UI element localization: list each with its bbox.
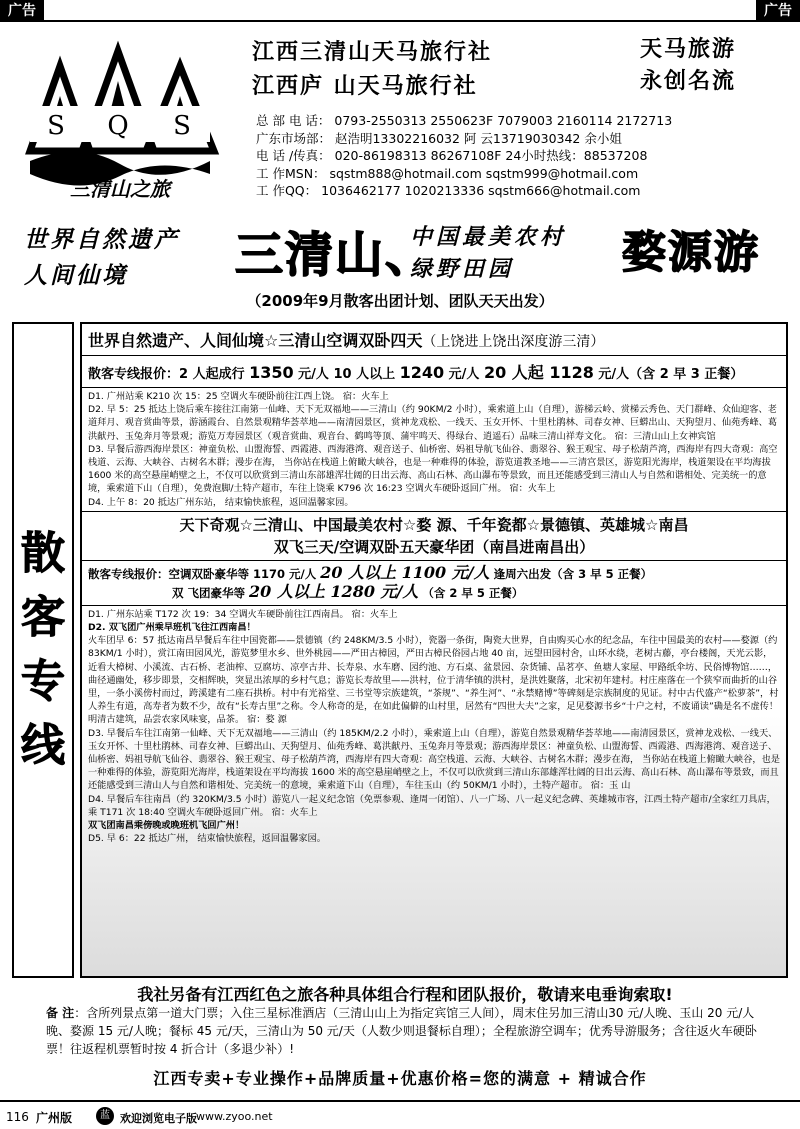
price-prefix: 散客专线报价： xyxy=(88,367,180,382)
price-text: 元/人（含 2 早 3 正餐） xyxy=(593,367,744,382)
banner-right: 婺源游 xyxy=(622,227,760,278)
banner-mid-line-2: 绿野田园 xyxy=(410,257,515,282)
itinerary-day: 火车团早 6：57 抵达南昌早餐后车往中国瓷都——景德镇（约 248KM/3.5 小时），瓷器一条街，陶瓷大世界，自由购买心水的纪念品，车往中国最美的农村——婺源（约 83KM/1 小时），赏江南田园风光，游览梦里水乡、世外桃园——严田古樟园，严田古樟民俗园占地 40 亩，远望田园村舍，山环水绕，老树古藤，亭台楼阁，天光云影，近看大樟树、小溪流、古石桥、老油榨、豆腐坊、凉亭古井、长寿泉、水车磨、园约池、方石桌、盆景园、杂货铺、品茗亭、鱼塘人家屋、甲路纸伞坊、民俗博物馆……，曲径通幽处，移步即景，交相辉映，突显出浓厚的乡村气息；游览长寿故里——洪村，位于清华镇的洪村，是洪姓聚落，北宋初年建村。村庄座落在一个狭窄而曲折的山谷里，一条小溪傍村而过，跨溪建有二座石拱桥。村中有光裕堂、三书堂等宗族建筑，“茶规”、“养生河”、“永禁赌博”等碑刻是宗族制度的见证。村中古代盛产“松萝茶”，村人养生有道，高寿者为数不少，故有“长寿古里”之称。令人称奇的是，在如此偏僻的山村里，居然有“四世大夫”之家，足见婺源书乡“十户之村，不废诵读”确是名不虚传！明清古建筑，品尝农家风味宴，品茶。 宿：婺 源 xyxy=(88,635,779,726)
remark-label: 备 注 xyxy=(46,1006,75,1020)
itinerary-day: 双飞团南昌乘傍晚或晚班机飞回广州！ xyxy=(88,820,245,832)
edition-badge: 蓝 xyxy=(96,1107,114,1125)
page-footer xyxy=(0,1100,800,1129)
banner-left xyxy=(24,222,180,294)
itinerary-day: D4. 早餐后车往南昌（约 320KM/3.5 小时）游览八一起义纪念馆（免票参观、逢周一闭馆）、八一广场、八一起义纪念碑、英雄城市容，江西土特产超市/全家红刀具店，乘 T171 次 18:40 空调火车硬卧返回广州。 宿：火车上 xyxy=(88,793,776,818)
price-number: 1350 xyxy=(249,363,294,382)
itinerary-day: D1. 广州站乘 K210 次 15：25 空调火车硬卧前往江西上饶。 宿：火车上 xyxy=(88,391,389,402)
side-char: 客 xyxy=(21,592,65,643)
plan-note: （2009年9月散客出团计划、团队天天出发） xyxy=(246,292,554,310)
tour1-title xyxy=(82,324,786,356)
tour2-title-line-1: 天下奇观☆三清山、中国最美农村☆婺 源、千年瓷都☆景德镇、英雄城☆南昌 xyxy=(179,515,689,534)
edition-label: 广州版 xyxy=(36,1111,73,1125)
price-text: 双 飞团豪华等 xyxy=(172,585,250,600)
itinerary-day: D3. 早餐后游西海岸景区：神童负松、山盟海誓、西霞港、西海港湾、观音送子、仙桥密、妈祖导航飞仙谷、翡翠谷、猴王观宝、母子松葫芦湾，西海岸有四大奇观：高空栈道、云海、大峡谷、古树名木群；漫步在海， 当你站在栈道上俯瞰大峡谷，也是一种难得的体验，游览道教圣地——三清宫景区，游览阳光海岸，栈道架设在平均海拔 1600 米的高空悬崖峭壁之上，不仅可以欣赏到三清山东部雄浑壮阔的日出云海、高山石林、高山瀑布等景致，而且还能感受到三清山人与自然和谐相处、完美统一的意境，乘索道下山（自理），免费泡脚/土特产超市，车往上饶乘 K796 次 16:23 空调火车硬卧返回广州。 宿：火车上 xyxy=(88,443,778,495)
logo-letter: S xyxy=(173,111,191,141)
tour1-itinerary xyxy=(82,388,786,511)
banner-left-line-1: 世界自然遗产 xyxy=(24,227,180,253)
itinerary-day: D1. 广州东站乘 T172 次 19：34 空调火车硬卧前往江西南昌。 宿：火车上 xyxy=(88,608,398,620)
tour1-price xyxy=(82,356,786,388)
tour1-title-text: 世界自然遗产、人间仙境☆三清山空调双卧四天 xyxy=(88,331,423,350)
side-char: 散 xyxy=(21,528,65,579)
price-text: 元/人 xyxy=(444,367,484,382)
logo-letter: S xyxy=(47,111,65,141)
ad-label-right: 广告 xyxy=(756,0,800,22)
price-text: （含 2 早 5 正餐） xyxy=(418,585,524,600)
price-handwritten: 20 人以上 1100 元/人 xyxy=(320,562,490,582)
agency-names xyxy=(252,36,492,104)
price-text: 20 人起 xyxy=(483,363,550,382)
slogan-bar: 江西专卖+专业操作+品牌质量+优惠价格=您的满意 + 精诚合作 xyxy=(153,1069,647,1088)
footer-tagline: 欢迎浏览电子版 xyxy=(120,1112,197,1125)
tour-listing xyxy=(80,322,788,978)
logo-caption: 三清山之旅 xyxy=(70,177,170,201)
contact-line: 总 部 电 话： 0793-2550313 2550623F 7079003 2160114 2172713 xyxy=(256,113,673,128)
agency-name-2: 江西庐 山天马旅行社 xyxy=(252,74,478,99)
contact-line: 工 作QQ： 1036462177 1020213336 sqstm666@hotmail.com xyxy=(256,183,641,198)
contact-line: 电 话 /传真： 020-86198313 86267108F 24小时热线：88537208 xyxy=(256,148,648,163)
page-number: 116 xyxy=(6,1110,29,1124)
price-text: 空调双卧豪华等 1170 元/人 xyxy=(168,566,321,581)
itinerary-day: D5. 早 6：22 抵达广州， 结束愉快旅程，返回温馨家园。 xyxy=(88,833,326,845)
side-char: 专 xyxy=(21,656,65,707)
contact-line: 工 作MSN： sqstm888@hotmail.com sqstm999@hotmail.com xyxy=(256,165,639,181)
side-label xyxy=(12,322,74,978)
sqs-logo xyxy=(20,36,220,201)
logo-letter: Q xyxy=(107,111,129,141)
banner-main: 三清山、 xyxy=(235,227,436,283)
agency-name-1: 江西三清山天马旅行社 xyxy=(252,40,493,65)
slogan xyxy=(640,34,736,98)
contact-line: 广东市场部： 赵浩明13302216032 阿 云13719030342 余小姐 xyxy=(256,130,622,146)
tour2-price xyxy=(82,561,786,606)
tour1-title-sub: （上饶进上饶出深度游三清） xyxy=(422,334,605,350)
remark-text: ：含所列景点第一道大门票；入住三星标准酒店（三清山山上为指定宾馆三人间），周末住另加三清山30 元/人晚、玉山 20 元/人晚、婺源 15 元/人晚；餐标 45 元/天，三清山为 50 元/天（人数少则退餐标自理）；全程旅游空调车；优秀导游服务；含往返火车硬卧票！往返程机票暂时按 4 折合计（多退少补）! xyxy=(46,1006,757,1056)
side-char: 线 xyxy=(21,720,65,771)
banner-mid xyxy=(410,222,566,286)
tour2-title-line-2: 双飞三天/空调双卧五天豪华团（南昌进南昌出） xyxy=(273,537,595,556)
contact-info xyxy=(256,112,796,200)
tour2-itinerary xyxy=(82,606,786,848)
price-handwritten: 20 人以上 1280 元/人 xyxy=(249,581,419,601)
itinerary-day: D2. 双飞团广州乘早班机飞往江西南昌！ xyxy=(88,622,256,634)
footer-url[interactable]: www.zyoo.net xyxy=(196,1110,273,1123)
itinerary-day: D2. 早 5：25 抵达上饶后乘车接往江南第一仙峰、天下无双福地——三清山（约 90KM/2 小时），乘索道上山（自理），游梯云岭、赏梯云秀色、天门群峰、众仙迎客、老道拜月、观音赏曲等景，游涵霞台、自然景观精华荟萃地——南清园景区，赏神龙戏松、一线天、玉女开怀、十里杜鹃林、司春女神、巨蟒出山、天狗望月、仙苑秀峰、葛洪献丹、玉兔奔月等景观；游览万寿园景区（观音赏曲、观音台、鹤鸣等顶、蒲牢鸣天、得绿台、逍遥石）品味三清山祥寿文化。 宿：三清山山上女神宾馆 xyxy=(88,404,778,442)
itinerary-day: D3. 早餐后车往江南第一仙峰、天下无双福地——三清山（约 185KM/2.2 小时），乘索道上山（自理），游览自然景观精华荟萃地——南清园景区，赏神龙戏松、一线天、玉女开怀、十里杜鹃林、司春女神、巨蟒出山、天狗望月、仙苑秀峰、葛洪献丹、玉兔奔月等景观；游西海岸景区：神童负松、山盟海誓、西霞港、西海港湾、观音送子、仙桥密、妈祖导航飞仙谷、翡翠谷、猴王观宝、母子松葫芦湾，西海岸有四大奇观：高空栈道、云海、大峡谷、古树名木群；漫步在海， 当你站在栈道上俯瞰大峡谷，也是一种难得的体验，游览阳光海岸，栈道架设在平均海拔 1600 米的高空悬崖峭壁之上，不仅可以欣赏到三清山东部雄浑壮阔的日出云海、高山石林、高山瀑布等景致，而且还能感受到三清山人与自然和谐相处、完美统一的意境，乘索道下山（自理），车往玉山（约 50KM/1 小时），土特产超市。 宿：玉 山 xyxy=(88,727,780,792)
bottom-note: 我社另备有江西红色之旅各种具体组合行程和团队报价，敬请来电垂询索取! xyxy=(137,985,673,1004)
itinerary-day: D4. 上午 8：20 抵达广州东站， 结束愉快旅程，返回温馨家园。 xyxy=(88,496,354,508)
slogan-line-1: 天马旅游 xyxy=(640,37,737,62)
banner-mid-line-1: 中国最美农村 xyxy=(410,225,567,250)
price-number: 1240 xyxy=(399,363,445,382)
price-text: 元/人 10 人以上 xyxy=(293,367,400,382)
banner-left-line-2: 人间仙境 xyxy=(24,263,128,289)
tour2-title xyxy=(82,511,786,561)
price-text: 2 人起成行 xyxy=(179,367,250,382)
slogan-line-2: 永创名流 xyxy=(640,69,737,94)
ad-label-left: 广告 xyxy=(0,0,44,22)
price-number: 1128 xyxy=(549,363,594,382)
price-text: 逢周六出发（含 3 早 5 正餐） xyxy=(489,566,653,581)
price-prefix: 散客专线报价： xyxy=(88,566,169,581)
remark xyxy=(46,1004,766,1058)
top-rule xyxy=(0,20,800,22)
